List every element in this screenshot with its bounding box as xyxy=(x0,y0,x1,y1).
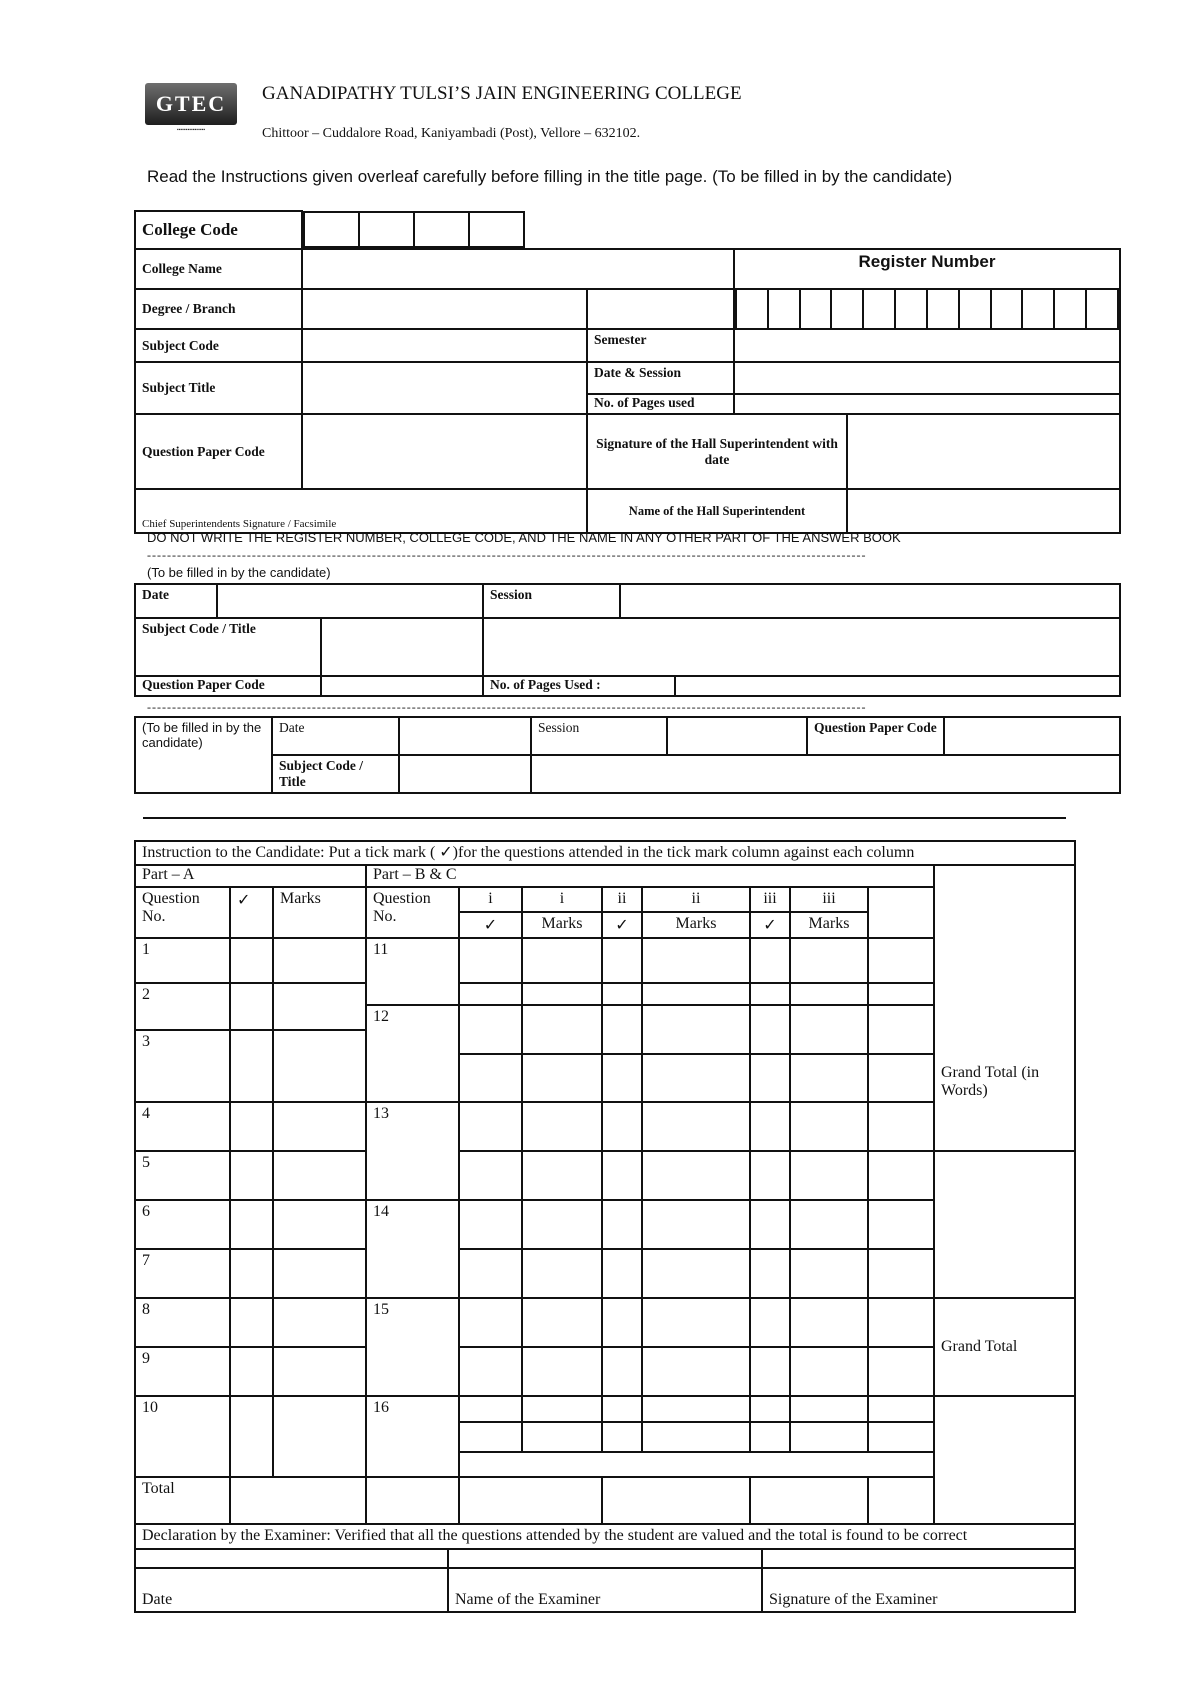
hall-superintendent-name-label: Name of the Hall Superintendent xyxy=(587,489,847,533)
part-bc-question-no: 13 xyxy=(366,1102,459,1200)
grand-total-label: Grand Total xyxy=(934,1298,1075,1396)
part-a-question-no: 6 xyxy=(135,1200,230,1249)
slip1-session-label: Session xyxy=(483,584,620,618)
part-a-marks-cell[interactable] xyxy=(273,1151,366,1200)
marks-cell[interactable] xyxy=(790,1347,868,1396)
subject-title-field[interactable] xyxy=(302,362,587,414)
candidate-slip-1 xyxy=(134,583,1121,697)
marks-cell[interactable] xyxy=(642,1151,750,1200)
part-a-tick-cell[interactable] xyxy=(230,1102,273,1151)
slip2-qp-code-field[interactable] xyxy=(944,717,1120,755)
sub-ii-header: ii xyxy=(642,887,750,912)
blank-cell[interactable] xyxy=(868,1249,934,1298)
grand-total-words-label: Grand Total (in Words) xyxy=(934,865,1075,1151)
register-number-box[interactable] xyxy=(863,290,895,328)
pages-used-label: No. of Pages used xyxy=(587,394,734,414)
marks-cell[interactable] xyxy=(642,983,750,1005)
marks-cell[interactable] xyxy=(790,938,868,983)
part-a-total-field[interactable] xyxy=(230,1477,366,1524)
total-label: Total xyxy=(135,1477,230,1524)
hall-superintendent-name-field[interactable] xyxy=(847,489,1120,533)
marks-cell[interactable] xyxy=(642,1054,750,1102)
part-a-question-no: 1 xyxy=(135,938,230,983)
subject-code-label: Subject Code xyxy=(135,329,302,362)
marks-cell[interactable] xyxy=(642,938,750,983)
register-number-box[interactable] xyxy=(800,290,832,328)
sub-ii-header: ii xyxy=(602,887,642,912)
marks-cell[interactable] xyxy=(522,1005,602,1054)
hall-superintendent-signature-field[interactable] xyxy=(847,414,1120,489)
tick-cell[interactable] xyxy=(750,983,790,1005)
blank-cell[interactable] xyxy=(868,983,934,1005)
part-a-marks-cell[interactable] xyxy=(273,1347,366,1396)
marks-cell[interactable] xyxy=(790,1200,868,1249)
total-cell[interactable] xyxy=(750,1477,868,1524)
college-logo: GTEC ▪▪▪▪▪▪▪▪▪▪▪▪▪▪▪▪ xyxy=(145,83,237,139)
marks-cell[interactable] xyxy=(522,1151,602,1200)
tick-cell[interactable] xyxy=(750,1396,790,1422)
part-a-marks-cell[interactable] xyxy=(273,938,366,983)
blank-cell[interactable] xyxy=(868,938,934,983)
tick-cell[interactable] xyxy=(602,1200,642,1249)
part-a-question-no: 5 xyxy=(135,1151,230,1200)
college-name-label: College Name xyxy=(135,249,302,289)
slip1-pages-label: No. of Pages Used : xyxy=(483,676,675,696)
tick-cell[interactable] xyxy=(602,1249,642,1298)
part-bc-question-no: 15 xyxy=(366,1298,459,1396)
question-paper-code-field[interactable] xyxy=(302,414,587,489)
part-a-label: Part – A xyxy=(135,865,366,887)
tick-cell[interactable] xyxy=(750,938,790,983)
register-number-box[interactable] xyxy=(831,290,863,328)
degree-branch-extra[interactable] xyxy=(587,289,734,329)
blank-header xyxy=(868,887,934,938)
date-session-field[interactable] xyxy=(734,362,1120,394)
total-cell[interactable] xyxy=(602,1477,750,1524)
part-a-tick-header: ✓ xyxy=(230,887,273,938)
hall-superintendent-signature-label: Signature of the Hall Superintendent with date xyxy=(587,414,847,489)
marks-cell[interactable] xyxy=(790,1054,868,1102)
separator-line xyxy=(143,817,1066,819)
blank-cell[interactable] xyxy=(868,1298,934,1347)
marks-cell[interactable] xyxy=(642,1298,750,1347)
slip1-subject-code-field[interactable] xyxy=(321,618,483,676)
tick-cell[interactable] xyxy=(750,1298,790,1347)
part-a-question-no: 8 xyxy=(135,1298,230,1347)
tick-cell[interactable] xyxy=(459,1005,522,1054)
tick-cell[interactable] xyxy=(602,983,642,1005)
tick-cell[interactable] xyxy=(459,1396,522,1422)
college-title: GANADIPATHY TULSI’S JAIN ENGINEERING COLLEGE xyxy=(262,83,742,104)
slip2-qp-code-label: Question Paper Code xyxy=(807,717,944,755)
register-number-box[interactable] xyxy=(1022,290,1054,328)
marks-header: Marks xyxy=(522,912,602,938)
tick-cell[interactable] xyxy=(602,1396,642,1422)
marks-cell[interactable] xyxy=(790,1298,868,1347)
tick-cell[interactable] xyxy=(459,1151,522,1200)
slip2-session-field[interactable] xyxy=(667,717,807,755)
tick-cell[interactable] xyxy=(459,1249,522,1298)
part-a-tick-cell[interactable] xyxy=(230,1151,273,1200)
part-a-question-no: 2 xyxy=(135,983,230,1030)
examiner-declaration: Declaration by the Examiner: Verified that all the questions attended by the student are valued and the total is found to be correct xyxy=(135,1524,1075,1568)
marks-cell[interactable] xyxy=(522,1102,602,1151)
part-a-tick-cell[interactable] xyxy=(230,1298,273,1347)
register-number-box[interactable] xyxy=(768,290,800,328)
marks-cell[interactable] xyxy=(522,1054,602,1102)
register-number-box[interactable] xyxy=(927,290,959,328)
marks-cell[interactable] xyxy=(642,1249,750,1298)
candidate-slip-2 xyxy=(134,716,1121,794)
sub-i-header: i xyxy=(522,887,602,912)
slip1-note: (To be filled in by the candidate) xyxy=(147,565,331,580)
sub-iii-header: iii xyxy=(790,887,868,912)
blank-cell[interactable] xyxy=(459,1452,934,1477)
part-a-marks-cell[interactable] xyxy=(273,1102,366,1151)
marks-cell[interactable] xyxy=(642,1102,750,1151)
part-a-tick-cell[interactable] xyxy=(230,1249,273,1298)
marks-cell[interactable] xyxy=(790,1151,868,1200)
marks-cell[interactable] xyxy=(522,1200,602,1249)
tick-cell[interactable] xyxy=(602,1298,642,1347)
college-code-box[interactable] xyxy=(469,212,524,247)
blank-cell[interactable] xyxy=(868,1200,934,1249)
part-bc-question-no: 11 xyxy=(366,938,459,1005)
slip2-session-label: Session xyxy=(531,717,667,755)
part-a-question-no: 9 xyxy=(135,1347,230,1396)
marks-cell[interactable] xyxy=(642,1005,750,1054)
slip1-date-field[interactable] xyxy=(217,584,483,618)
slip2-subject-code-field[interactable] xyxy=(399,755,531,793)
tick-cell[interactable] xyxy=(602,1151,642,1200)
marks-header: Marks xyxy=(642,912,750,938)
grand-total-words-field[interactable] xyxy=(934,1151,1075,1298)
part-a-marks-cell[interactable] xyxy=(273,1249,366,1298)
blank-cell[interactable] xyxy=(868,1422,934,1452)
tick-cell[interactable] xyxy=(459,1422,522,1452)
blank-cell[interactable] xyxy=(868,1054,934,1102)
marks-cell[interactable] xyxy=(790,983,868,1005)
slip1-subject-title-field[interactable] xyxy=(483,618,1120,676)
marks-header: Marks xyxy=(790,912,868,938)
tick-header: ✓ xyxy=(750,912,790,938)
marks-table xyxy=(134,840,1076,1569)
sub-iii-header: iii xyxy=(750,887,790,912)
marks-instruction: Instruction to the Candidate: Put a tick mark ( ✓)for the questions attended in the tick mark column against each column xyxy=(135,841,1075,865)
college-code-box[interactable] xyxy=(359,212,414,247)
part-a-question-no-header: Question No. xyxy=(135,887,230,938)
tick-header: ✓ xyxy=(459,912,522,938)
tick-cell[interactable] xyxy=(750,1102,790,1151)
tick-cell[interactable] xyxy=(750,1422,790,1452)
college-address: Chittoor – Cuddalore Road, Kaniyambadi (Post), Vellore – 632102. xyxy=(262,126,641,141)
register-number-box[interactable] xyxy=(959,290,991,328)
register-number-box[interactable] xyxy=(736,290,768,328)
title-page-table xyxy=(134,210,1121,534)
register-number-box[interactable] xyxy=(895,290,927,328)
chief-superintendent-signature-label: Chief Superintendents Signature / Facsimile xyxy=(135,489,587,533)
cut-line: ------------------------------------------------------------------------------------------------------------------------------------------------ xyxy=(147,548,867,562)
part-a-tick-cell[interactable] xyxy=(230,1200,273,1249)
tick-cell[interactable] xyxy=(459,938,522,983)
part-a-tick-cell[interactable] xyxy=(230,938,273,983)
question-paper-code-label: Question Paper Code xyxy=(135,414,302,489)
tick-cell[interactable] xyxy=(459,1102,522,1151)
marks-cell[interactable] xyxy=(790,1249,868,1298)
examiner-name-label: Name of the Examiner xyxy=(448,1549,762,1612)
total-cell[interactable] xyxy=(868,1477,934,1524)
blank-cell[interactable] xyxy=(868,1005,934,1054)
marks-cell[interactable] xyxy=(790,1102,868,1151)
blank-cell[interactable] xyxy=(868,1151,934,1200)
tick-cell[interactable] xyxy=(602,1005,642,1054)
slip1-date-label: Date xyxy=(135,584,217,618)
blank-cell[interactable] xyxy=(868,1102,934,1151)
part-a-marks-cell[interactable] xyxy=(273,983,366,1030)
part-a-question-no: 10 xyxy=(135,1396,230,1477)
tick-cell[interactable] xyxy=(459,1298,522,1347)
slip2-date-field[interactable] xyxy=(399,717,531,755)
part-a-tick-cell[interactable] xyxy=(230,1347,273,1396)
grand-total-field[interactable] xyxy=(934,1396,1075,1524)
part-a-question-no: 3 xyxy=(135,1030,230,1102)
total-cell[interactable] xyxy=(366,1477,459,1524)
tick-cell[interactable] xyxy=(750,1200,790,1249)
tick-cell[interactable] xyxy=(602,1422,642,1452)
slip2-note: (To be filled in by the candidate) xyxy=(135,717,272,793)
part-a-question-no: 7 xyxy=(135,1249,230,1298)
tick-cell[interactable] xyxy=(459,1200,522,1249)
part-bc-question-no: 12 xyxy=(366,1005,459,1102)
marks-cell[interactable] xyxy=(522,1347,602,1396)
tick-cell[interactable] xyxy=(459,1054,522,1102)
date-session-label: Date & Session xyxy=(587,362,734,394)
register-number-box[interactable] xyxy=(991,290,1023,328)
tick-cell[interactable] xyxy=(602,1347,642,1396)
degree-branch-field[interactable] xyxy=(302,289,587,329)
register-number-label: Register Number xyxy=(734,249,1120,289)
tick-header: ✓ xyxy=(602,912,642,938)
part-a-marks-header: Marks xyxy=(273,887,366,938)
subject-title-label: Subject Title xyxy=(135,362,302,414)
marks-cell[interactable] xyxy=(642,1200,750,1249)
part-a-question-no: 4 xyxy=(135,1102,230,1151)
slip1-pages-field[interactable] xyxy=(675,676,1120,696)
blank-cell[interactable] xyxy=(868,1347,934,1396)
pages-used-field[interactable] xyxy=(734,394,1120,414)
part-a-marks-cell[interactable] xyxy=(273,1200,366,1249)
examiner-signature-label: Signature of the Examiner xyxy=(762,1549,1075,1612)
part-bc-question-no: 14 xyxy=(366,1200,459,1298)
slip1-subject-label: Subject Code / Title xyxy=(135,618,321,676)
part-a-tick-cell[interactable] xyxy=(230,1030,273,1102)
fill-instruction: Read the Instructions given overleaf carefully before filling in the title page. (To be filled in by the candidate) xyxy=(147,167,953,186)
slip2-subject-title-field[interactable] xyxy=(531,755,1120,793)
register-number-box[interactable] xyxy=(1054,290,1086,328)
cut-line: ------------------------------------------------------------------------------------------------------------------------------------------------ xyxy=(147,700,867,714)
slip1-qp-code-label: Question Paper Code xyxy=(135,676,321,696)
part-a-tick-cell[interactable] xyxy=(230,1396,273,1477)
slip1-qp-code-field[interactable] xyxy=(321,676,483,696)
marks-cell[interactable] xyxy=(522,938,602,983)
tick-cell[interactable] xyxy=(602,1102,642,1151)
part-a-marks-cell[interactable] xyxy=(273,1030,366,1102)
tick-cell[interactable] xyxy=(602,938,642,983)
total-cell[interactable] xyxy=(459,1477,602,1524)
semester-label: Semester xyxy=(587,329,734,362)
marks-cell[interactable] xyxy=(790,1396,868,1422)
college-code-box[interactable] xyxy=(414,212,469,247)
marks-cell[interactable] xyxy=(642,1422,750,1452)
slip2-subject-label: Subject Code / Title xyxy=(272,755,399,793)
part-a-tick-cell[interactable] xyxy=(230,983,273,1030)
part-bc-question-no: 16 xyxy=(366,1396,459,1477)
college-code-label: College Code xyxy=(135,211,302,249)
marks-cell[interactable] xyxy=(642,1347,750,1396)
blank-cell[interactable] xyxy=(868,1396,934,1422)
tick-cell[interactable] xyxy=(459,1347,522,1396)
degree-branch-label: Degree / Branch xyxy=(135,289,302,329)
tick-cell[interactable] xyxy=(602,1054,642,1102)
examiner-date-label: Date xyxy=(135,1549,448,1612)
marks-cell[interactable] xyxy=(522,1396,602,1422)
tick-cell[interactable] xyxy=(750,1054,790,1102)
marks-cell[interactable] xyxy=(790,1005,868,1054)
part-bc-label: Part – B & C xyxy=(366,865,934,887)
marks-cell[interactable] xyxy=(522,1298,602,1347)
part-a-marks-cell[interactable] xyxy=(273,1396,366,1477)
tick-cell[interactable] xyxy=(750,1005,790,1054)
semester-field[interactable] xyxy=(734,329,1120,362)
college-code-box[interactable] xyxy=(304,212,359,247)
slip2-date-label: Date xyxy=(272,717,399,755)
subject-code-field[interactable] xyxy=(302,329,587,362)
marks-cell[interactable] xyxy=(522,983,602,1005)
marks-cell[interactable] xyxy=(642,1396,750,1422)
marks-cell[interactable] xyxy=(790,1422,868,1452)
marks-cell[interactable] xyxy=(522,1422,602,1452)
marks-cell[interactable] xyxy=(522,1249,602,1298)
part-a-marks-cell[interactable] xyxy=(273,1298,366,1347)
logo-text: GTEC xyxy=(155,91,227,116)
tick-cell[interactable] xyxy=(750,1249,790,1298)
tick-cell[interactable] xyxy=(750,1151,790,1200)
tick-cell[interactable] xyxy=(459,983,522,1005)
sub-i-header: i xyxy=(459,887,522,912)
part-bc-question-no-header: Question No. xyxy=(366,887,459,938)
slip1-session-field[interactable] xyxy=(620,584,1120,618)
examiner-table xyxy=(134,1548,1076,1613)
college-name-field[interactable] xyxy=(302,249,734,289)
warning-text: DO NOT WRITE THE REGISTER NUMBER, COLLEGE CODE, AND THE NAME IN ANY OTHER PART OF THE ANSWER BOOK xyxy=(147,530,901,545)
register-number-box[interactable] xyxy=(1086,290,1118,328)
tick-cell[interactable] xyxy=(750,1347,790,1396)
